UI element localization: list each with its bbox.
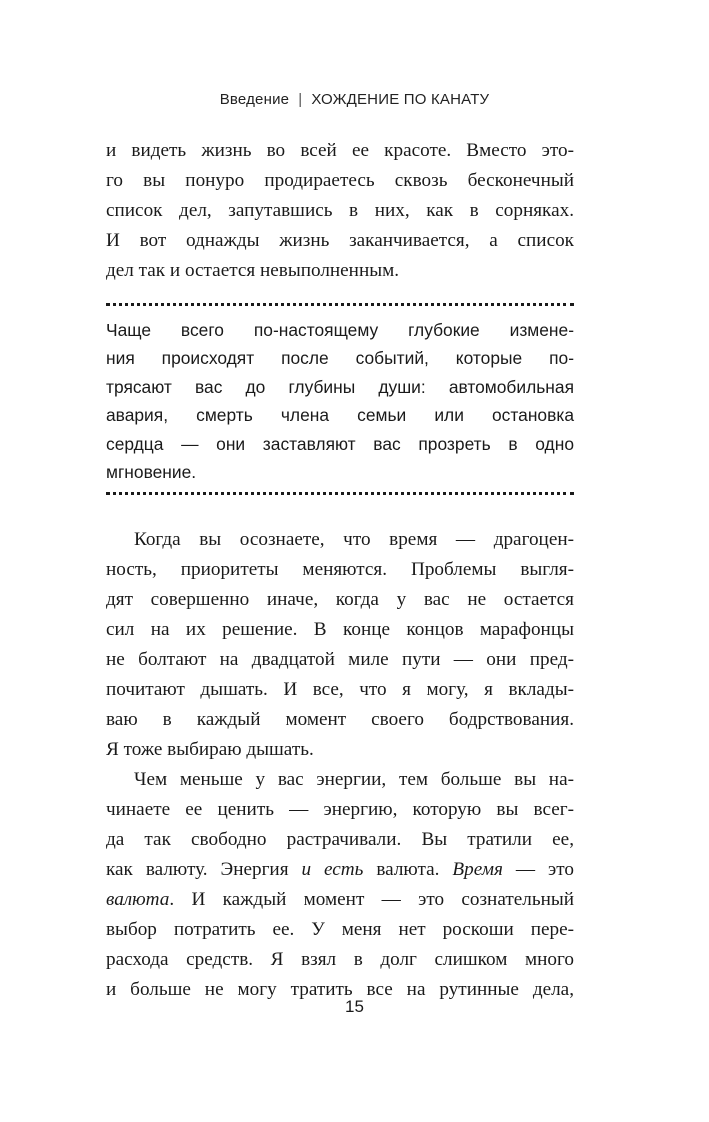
header-separator: | [298, 91, 303, 108]
quote-line: сердца — они заставляют вас прозреть в одно [106, 433, 574, 454]
text-line: дел так и остается невыполненным. [106, 260, 400, 281]
section-title: Введение [219, 91, 290, 108]
intro-paragraph [106, 136, 574, 286]
text-line [106, 855, 574, 885]
page-number: 15 [345, 997, 364, 1016]
text-line: Я тоже выбираю дышать. [106, 739, 314, 760]
quote-line: ния происходят после событий, которые по- [106, 348, 574, 369]
text-line: список дел, запутавшись в них, как в сорняках. [106, 200, 574, 221]
text-line: го вы понуро продираетесь сквозь бесконечный [106, 170, 574, 191]
text-line: Когда вы осознаете, что время — драгоцен- [134, 529, 574, 550]
text-line: ваю в каждый момент своего бодрствования. [106, 709, 574, 730]
text-run: — это [502, 859, 574, 880]
emphasis-run: Время [452, 859, 503, 880]
text-line: не болтают на двадцатой миле пути — они пред- [106, 649, 574, 670]
text-line [106, 885, 574, 915]
text-line: и видеть жизнь во всей ее красоте. Вместо это- [106, 140, 574, 161]
text-line: сил на их решение. В конце концов марафонцы [106, 619, 574, 640]
emphasis-run: и есть [301, 859, 364, 880]
pull-quote [106, 316, 574, 486]
text-line: выбор потратить ее. У меня нет роскоши пере- [106, 919, 574, 940]
pull-quote-bottom-rule [106, 492, 574, 495]
quote-line: авария, смерть члена семьи или остановка [106, 405, 574, 426]
running-header [0, 91, 709, 108]
quote-line: мгновение. [106, 461, 197, 482]
text-line: чинаете ее ценить — энергию, которую вы всег- [106, 799, 574, 820]
text-line: да так свободно растрачивали. Вы тратили ее, [106, 829, 574, 850]
text-run: валюта. [363, 859, 453, 880]
text-line: дят совершенно иначе, когда у вас не остается [106, 589, 574, 610]
body-text [106, 525, 574, 1005]
text-run: . И каждый момент — это сознательный [169, 889, 574, 910]
emphasis-run: валюта [106, 889, 170, 910]
pull-quote-top-rule [106, 303, 574, 306]
text-line: расхода средств. Я взял в долг слишком много [106, 949, 574, 970]
quote-line: Чаще всего по-настоящему глубокие измене- [106, 320, 574, 340]
text-line: и больше не могу тратить все на рутинные дела, [106, 979, 574, 1000]
text-line: И вот однажды жизнь заканчивается, а список [106, 230, 574, 251]
text-line: ность, приоритеты меняются. Проблемы выгля- [106, 559, 574, 580]
quote-line: трясают вас до глубины души: автомобильная [106, 376, 574, 397]
text-run: как валюту. Энергия [106, 859, 302, 880]
text-line: Чем меньше у вас энергии, тем больше вы на- [134, 769, 574, 790]
text-line: почитают дышать. И все, что я могу, я вклады- [106, 679, 574, 700]
chapter-title: ХОЖДЕНИЕ ПО КАНАТУ [311, 91, 490, 108]
